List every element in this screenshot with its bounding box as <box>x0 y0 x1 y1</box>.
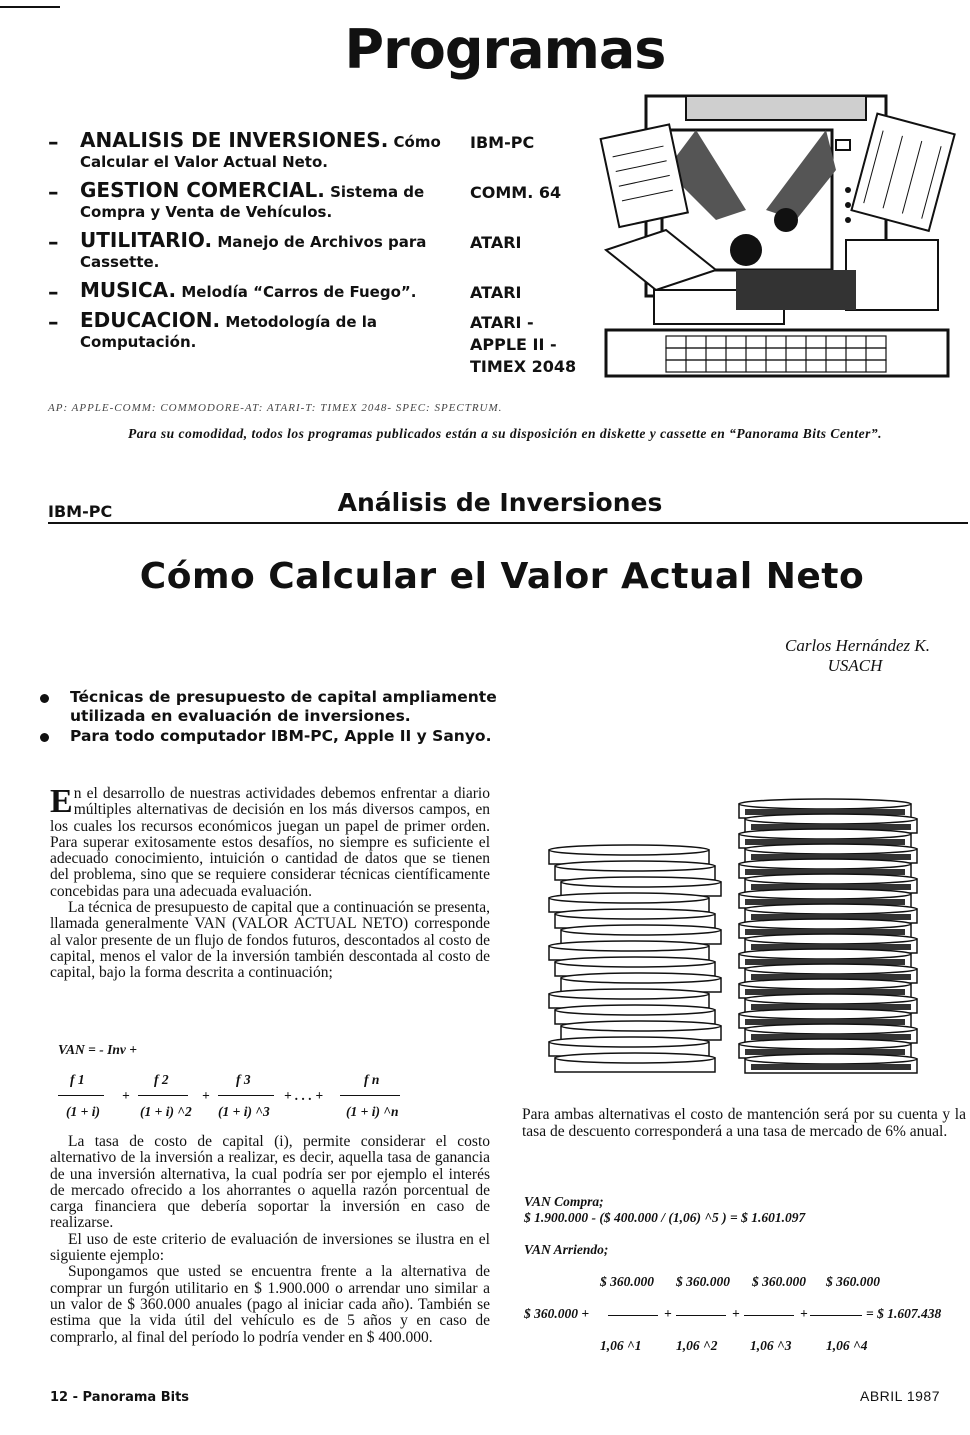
body-column-continued <box>50 1134 490 1346</box>
author-name: Carlos Hernández K. <box>785 636 930 655</box>
paragraph: El uso de este criterio de evaluación de inversiones se ilustra en el siguiente ejemplo: <box>50 1230 490 1265</box>
program-machine: ATARI <box>470 283 522 302</box>
section-rule <box>48 522 968 524</box>
program-item <box>48 180 588 222</box>
program-description <box>80 230 450 272</box>
formula-denominator: (1 + i) <box>66 1104 100 1119</box>
machine-legend: AP: APPLE-COMM: COMMODORE-AT: ATARI-T: TIMEX 2048- SPEC: SPECTRUM. <box>48 402 503 414</box>
program-title: UTILITARIO. <box>80 228 213 252</box>
program-description <box>80 130 450 172</box>
arriendo-denominator: 1,06 ^4 <box>826 1338 868 1353</box>
plus-sign: + <box>664 1306 672 1321</box>
bullet-dot-icon <box>40 694 49 703</box>
program-subtitle: Cómo Calcular el Valor Actual Neto. <box>80 133 441 171</box>
fraction-bar <box>58 1095 104 1096</box>
coin <box>745 1054 917 1073</box>
arriendo-lead: $ 360.000 + <box>524 1306 590 1321</box>
arriendo-result: = $ 1.607.438 <box>866 1306 942 1321</box>
right-column-text: Para ambas alternativas el costo de mantención será por su cuenta y la tasa de descuento corresponderá a una tasa de mercado de 6% anual. <box>522 1106 966 1140</box>
arriendo-denominator: 1,06 ^1 <box>600 1338 642 1353</box>
highlights <box>38 688 498 747</box>
program-subtitle: Melodía “Carros de Fuego”. <box>181 283 417 301</box>
van-compra-label: VAN Compra; <box>524 1194 604 1209</box>
formula-term: f 1 <box>70 1072 85 1087</box>
page-footer-left: 12 - Panorama Bits <box>50 1390 190 1405</box>
program-title: ANALISIS DE INVERSIONES. <box>80 128 389 152</box>
program-title: MUSICA. <box>80 278 177 302</box>
formula-denominator: (1 + i) ^n <box>346 1104 399 1119</box>
fraction-bar <box>676 1315 726 1316</box>
formula-op: + <box>122 1088 130 1103</box>
paragraph: La técnica de presupuesto de capital que a continuación se presenta, llamada generalmente VAN (VALOR ACTUAL NETO) corresponde al valor presente de un flujo de fondos futuros, descontados al costo de capital, menos el valor de la inversión también descontada al costo de capital, bajo la forma descrita a continuación; <box>50 899 490 982</box>
fraction-bar <box>218 1095 274 1096</box>
arriendo-numerator: $ 360.000 <box>676 1274 730 1289</box>
author-block <box>700 636 930 676</box>
program-description <box>80 310 450 352</box>
program-list <box>48 128 588 376</box>
program-machine: COMM. 64 <box>470 183 562 202</box>
arriendo-denominator: 1,06 ^3 <box>750 1338 792 1353</box>
formula-denominator: (1 + i) ^2 <box>140 1104 192 1119</box>
fraction-bar <box>340 1095 400 1096</box>
fraction-bar <box>744 1315 794 1316</box>
program-item <box>48 308 588 376</box>
paragraph-intro: En el desarrollo de nuestras actividades debemos enfrentar a diario múltiples alternativas de decisión en los más diversos campos, en los cuales los recursos económicos juegan un papel de primer orden. Para superar exitosamente estos desafíos, no siempre es suficiente el adecuado conocimiento, intuición o cantidad de datos que se tienen del problema, sino que se requiere considerar técnicas científicamente concebidas para una adecuada evaluación. <box>50 783 490 900</box>
program-subtitle: Sistema de Compra y Venta de Vehículos. <box>80 183 425 221</box>
calculation-block <box>524 1194 964 1374</box>
arriendo-denominator: 1,06 ^2 <box>676 1338 718 1353</box>
body-column <box>50 783 490 982</box>
top-rule <box>0 6 60 8</box>
page-footer-right: ABRIL 1987 <box>860 1388 940 1404</box>
program-subtitle: Metodología de la Computación. <box>80 313 378 351</box>
plus-sign: + <box>732 1306 740 1321</box>
van-formula <box>58 1042 488 1122</box>
program-item <box>48 130 588 172</box>
dash-marker: – <box>48 230 59 254</box>
formula-term: f 2 <box>154 1072 169 1087</box>
dash-marker: – <box>48 130 59 154</box>
program-machine: ATARI - APPLE II - TIMEX 2048 <box>470 313 577 376</box>
section-title: Análisis de Inversiones <box>337 488 663 517</box>
van-compra-expression: $ 1.900.000 - ($ 400.000 / (1,06) ^5 ) = $ 1.601.097 <box>524 1210 806 1225</box>
coin-stacks-illustration <box>540 790 940 1080</box>
article-headline: Cómo Calcular el Valor Actual Neto <box>139 556 865 597</box>
program-machine: IBM-PC <box>470 133 535 152</box>
coin <box>555 1053 715 1072</box>
program-description <box>80 280 450 302</box>
formula-op: + . . . + <box>284 1088 324 1103</box>
fraction-bar <box>138 1095 188 1096</box>
bullet-dot-icon <box>40 733 49 742</box>
fraction-bar <box>608 1315 658 1316</box>
program-item <box>48 230 588 272</box>
formula-term: f 3 <box>236 1072 251 1087</box>
paragraph: Supongamos que usted se encuentra frente a la alternativa de comprar un furgón utilitario en $ 1.900.000 o arrendar uno similar a un valor de $ 360.000 anuales (pago al iniciar cada año). También se estima que la vida útil del vehículo es de 5 años y en caso de comprarlo, al final del período lo podría vender en $ 400.000. <box>50 1263 490 1346</box>
fraction-bar <box>810 1315 862 1316</box>
dash-marker: – <box>48 180 59 204</box>
program-description <box>80 180 450 222</box>
section-platform-tag: IBM-PC <box>48 502 113 521</box>
program-subtitle: Manejo de Archivos para Cassette. <box>80 233 427 271</box>
availability-notice: Para su comodidad, todos los programas publicados están a su disposición en diskette y cassette en “Panorama Bits Center”. <box>127 426 883 441</box>
program-title: GESTION COMERCIAL. <box>80 178 325 202</box>
author-institution: USACH <box>827 656 883 675</box>
dash-marker: – <box>48 280 59 304</box>
formula-term: f n <box>364 1072 380 1087</box>
program-item <box>48 280 588 302</box>
drop-cap: E <box>50 783 73 820</box>
highlight-item: Técnicas de presupuesto de capital ampliamente utilizada en evaluación de inversiones. <box>38 688 498 726</box>
arriendo-numerator: $ 360.000 <box>600 1274 654 1289</box>
plus-sign: + <box>800 1306 808 1321</box>
formula-op: + <box>202 1088 210 1103</box>
arriendo-numerator: $ 360.000 <box>752 1274 806 1289</box>
formula-lhs: VAN = - Inv + <box>58 1042 137 1057</box>
paragraph: La tasa de costo de capital (i), permite considerar el costo alternativo de la inversión a realizar, es decir, aquella tasa de ganancia de una inversión alternativa, la cual podría ser por ejemplo el interés de mercado ofrecido a los ahorrantes o aquella razón porcentual de carga financiera que debería soportar la inversión en caso de realizarse. <box>50 1133 490 1232</box>
program-machine: ATARI <box>470 233 522 252</box>
masthead-title: Programas <box>344 18 666 81</box>
highlight-item: Para todo computador IBM-PC, Apple II y Sanyo. <box>38 727 498 746</box>
program-title: EDUCACION. <box>80 308 221 332</box>
formula-denominator: (1 + i) ^3 <box>218 1104 270 1119</box>
arriendo-numerator: $ 360.000 <box>826 1274 880 1289</box>
van-arriendo-label: VAN Arriendo; <box>524 1242 609 1257</box>
computer-illustration <box>596 90 968 382</box>
dash-marker: – <box>48 310 59 334</box>
